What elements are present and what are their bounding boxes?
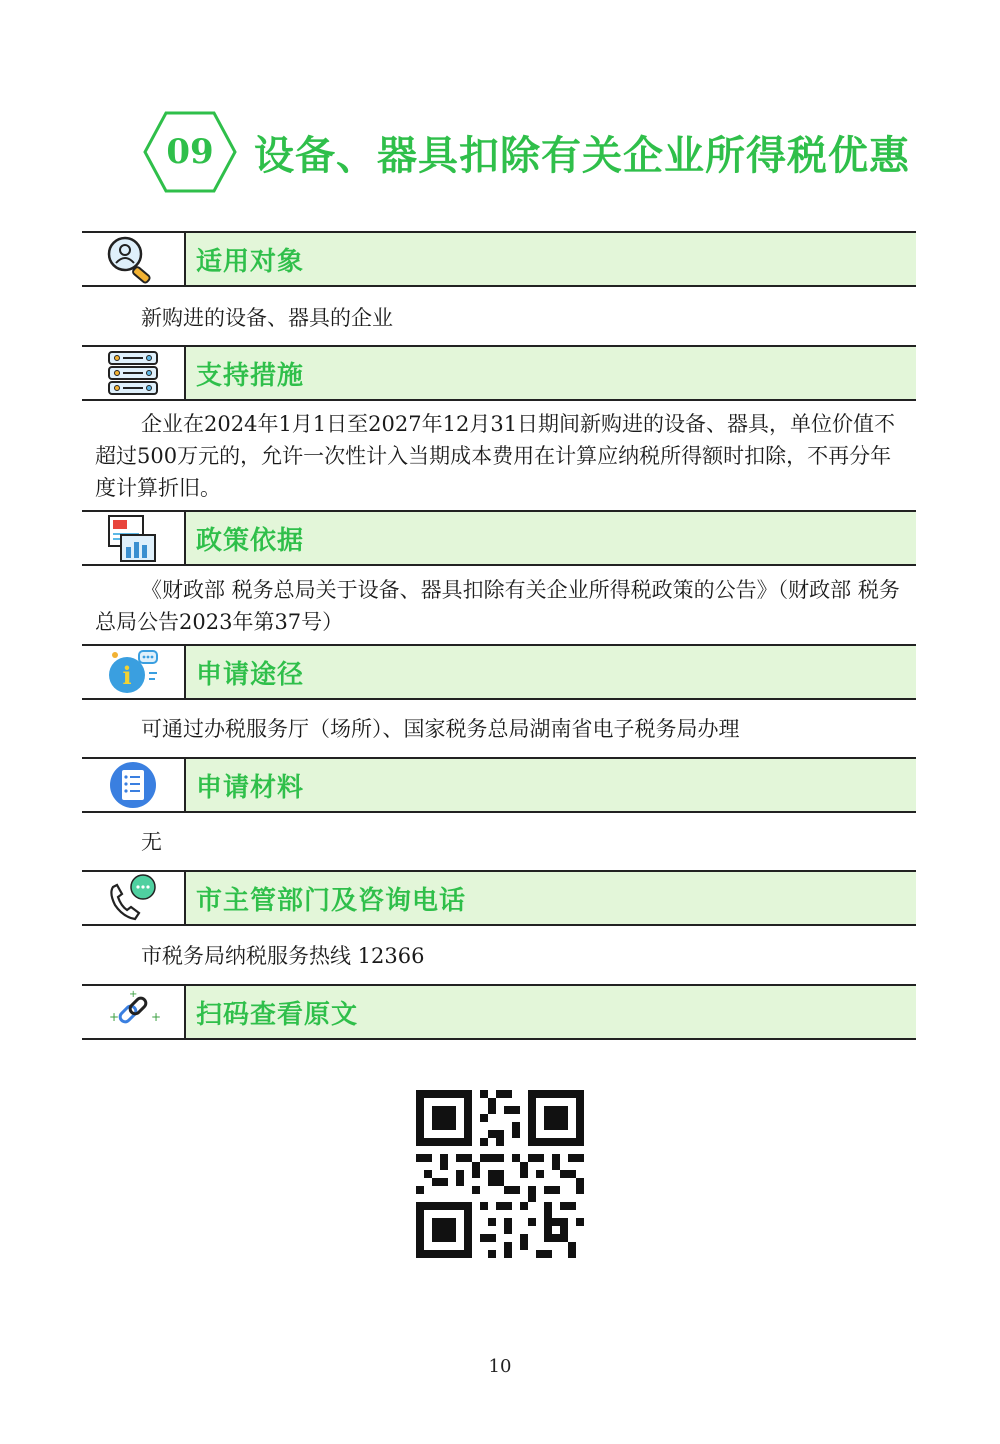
section-label: 政策依据 xyxy=(196,525,305,556)
phone-chat-icon xyxy=(105,873,161,923)
qr-code-icon[interactable] xyxy=(416,1090,584,1258)
section-body-materials: 无 xyxy=(141,830,162,854)
svg-text:i: i xyxy=(122,661,132,690)
section-label: 扫码查看原文 xyxy=(196,999,359,1030)
page-title xyxy=(142,110,910,194)
section-body-target: 新购进的设备、器具的企业 xyxy=(141,306,393,330)
section-header-materials xyxy=(82,757,916,813)
section-body-channel: 可通过办税服务厅（场所）、国家税务总局湖南省电子税务局办理 xyxy=(141,717,740,741)
section-header-basis xyxy=(82,510,916,566)
section-body-contact: 市税务局纳税服务热线 12366 xyxy=(141,944,425,968)
section-label: 市主管部门及咨询电话 xyxy=(196,885,467,916)
svg-text:+: + xyxy=(129,989,138,1000)
section-header-measures xyxy=(82,345,916,401)
svg-text:+: + xyxy=(151,1010,161,1024)
svg-text:+: + xyxy=(109,1010,120,1024)
section-header-contact xyxy=(82,870,916,926)
section-label: 申请材料 xyxy=(196,772,305,803)
section-number: 09 xyxy=(166,132,214,172)
server-list-icon xyxy=(105,349,161,397)
hexagon-badge xyxy=(142,110,238,194)
document-chart-icon xyxy=(105,513,161,563)
section-body-measures: 企业在2024年1月1日至2027年12月31日期间新购进的设备、器具，单位价值不超过500万元的，允许一次性计入当期成本费用在计算应纳税所得额时扣除，不再分年度计算折旧。 xyxy=(95,412,896,500)
link-chain-icon xyxy=(105,987,161,1037)
section-label: 申请途径 xyxy=(196,659,305,690)
section-label: 支持措施 xyxy=(196,360,305,391)
list-document-icon xyxy=(105,760,161,810)
section-body-basis: 《财政部 税务总局关于设备、器具扣除有关企业所得税政策的公告》（财政部 税务总局公告2023年第37号） xyxy=(95,578,900,634)
page-number: 10 xyxy=(488,1356,512,1377)
info-bubble-icon xyxy=(105,647,161,697)
section-header-target xyxy=(82,231,916,287)
section-header-scan xyxy=(82,984,916,1040)
section-label: 适用对象 xyxy=(196,246,305,277)
title-text: 设备、器具扣除有关企业所得税优惠 xyxy=(254,131,910,179)
magnifier-user-icon xyxy=(103,234,163,284)
section-header-channel xyxy=(82,644,916,700)
